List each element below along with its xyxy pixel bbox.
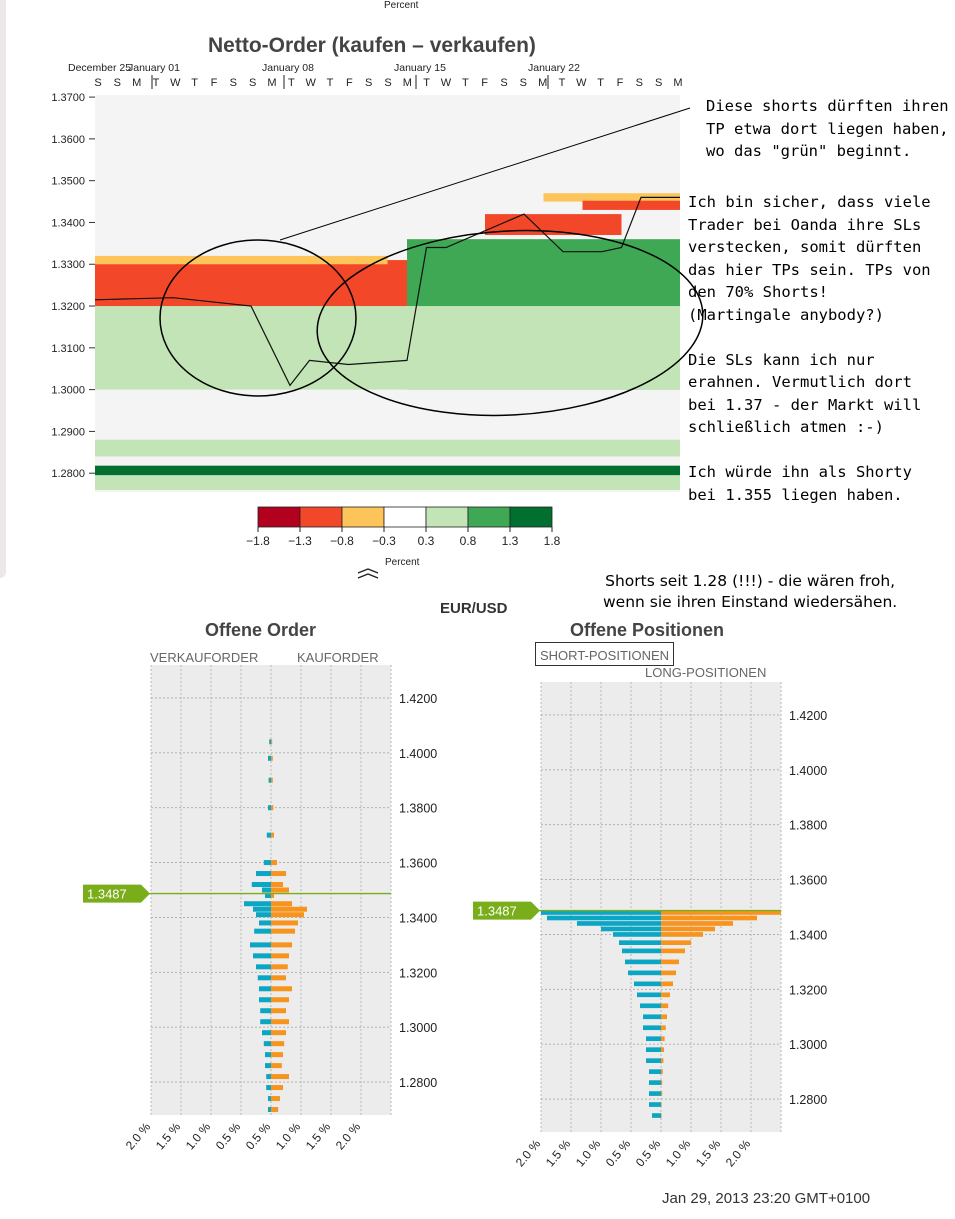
bar-verkauforder [268,805,271,810]
bar-kauforder [271,739,272,744]
legend-swatch [342,507,384,527]
bar-long-positionen [661,1003,668,1008]
heatmap-day-label: M [132,77,142,89]
bar-long-positionen [661,1025,666,1030]
bar-short-positionen [619,940,661,945]
heatmap-day-label: F [210,77,218,89]
bar-verkauforder [264,1041,271,1046]
bar-verkauforder [262,888,271,893]
heatmap-day-label: T [287,77,295,89]
bar-kauforder [271,871,286,876]
heatmap-month-label: December 25 [68,62,132,74]
y-tick-label: 1.3600 [789,873,828,888]
bar-short-positionen [649,1080,661,1085]
legend-tick-label: −1.8 [246,534,270,548]
bar-kauforder [271,1041,284,1046]
sell-orders-label: VERKAUFORDER [150,650,259,665]
heatmap-day-label: F [481,77,489,89]
x-tick-label: 1.5 % [542,1136,574,1170]
x-tick-label: 2.0 % [332,1119,364,1153]
positions-chart [465,660,865,1180]
bar-verkauforder [252,882,271,887]
bar-kauforder [271,1085,283,1090]
heatmap-day-label: S [635,77,644,89]
bar-short-positionen [649,1069,661,1074]
annotation-shorts-note: Shorts seit 1.28 (!!!) - die wären froh, wenn sie ihren Einstand wiedersähen. [603,572,898,611]
bar-kauforder [271,833,274,838]
bar-short-positionen [649,1102,661,1107]
bar-long-positionen [661,1113,662,1118]
heatmap-day-label: M [538,77,548,89]
bar-long-positionen [661,1047,664,1052]
heatmap-day-label: W [305,77,316,89]
heatmap-y-tick-label: 1.3500 [51,175,85,188]
bar-long-positionen [661,921,733,926]
x-tick-label: 1.5 % [692,1136,724,1170]
heatmap-y-tick-label: 1.3700 [51,92,85,105]
heatmap-y-tick-label: 1.3200 [51,301,85,314]
heatmap-month-label: January 22 [528,62,580,74]
bar-verkauforder [253,907,271,912]
heatmap-day-label: S [364,77,373,89]
x-tick-label: 2.0 % [722,1136,754,1170]
bar-long-positionen [661,916,757,921]
x-tick-label: 1.5 % [302,1119,334,1153]
heatmap-title: Netto-Order (kaufen – verkaufen) [208,34,536,57]
heatmap-day-label: F [616,77,624,89]
legend-tick-label: 0.3 [417,534,435,548]
legend-tick-label: −1.3 [288,534,312,548]
bar-long-positionen [661,1069,663,1074]
bar-verkauforder [266,1074,271,1079]
bar-short-positionen [577,921,661,926]
bar-kauforder [271,805,273,810]
heatmap-day-label: M [673,77,683,89]
short-positions-label: SHORT-POSITIONEN [535,642,674,666]
legend-tick-label: 0.8 [459,534,477,548]
legend-swatch [468,507,510,527]
x-tick-label: 1.5 % [152,1119,184,1153]
bar-verkauforder [265,1063,271,1068]
bar-kauforder [271,912,304,917]
bar-kauforder [271,778,273,783]
y-tick-label: 1.3200 [399,966,438,981]
bar-long-positionen [661,1102,662,1107]
heatmap-y-tick-label: 1.2800 [51,468,85,481]
heatmap-day-label: T [597,77,605,89]
heatmap-day-label: M [267,77,277,89]
bar-verkauforder [262,1030,271,1035]
heatmap-day-label: S [94,77,102,89]
legend-swatch [300,507,342,527]
bar-kauforder [271,997,289,1002]
bar-verkauforder [256,912,271,917]
y-tick-label: 1.4200 [789,708,828,723]
annotation-pointer-line [280,108,690,240]
bar-long-positionen [661,927,715,932]
heatmap-day-label: M [402,77,412,89]
pair-label: EUR/USD [440,600,508,617]
bar-short-positionen [622,949,661,954]
bar-short-positionen [643,1025,661,1030]
bar-verkauforder [266,1085,271,1090]
y-tick-label: 1.2800 [399,1076,438,1091]
bar-long-positionen [661,1014,667,1019]
bar-kauforder [271,942,292,947]
heatmap-y-tick-label: 1.2900 [51,426,85,439]
heatmap-y-tick-label: 1.3000 [51,384,85,397]
bar-verkauforder [250,942,271,947]
bar-kauforder [271,1096,280,1101]
legend-tick-label: 1.8 [543,534,561,548]
heatmap-month-label: January 08 [262,62,314,74]
heatmap-day-label: W [440,77,452,89]
bar-short-positionen [640,1003,661,1008]
bar-kauforder [271,888,289,893]
x-tick-label: 0.5 % [242,1119,274,1153]
y-tick-label: 1.3400 [789,928,828,943]
bar-long-positionen [661,1058,663,1063]
bar-kauforder [271,975,286,980]
heatmap-day-label: T [326,77,334,89]
heatmap-day-label: S [500,77,508,89]
heatmap-y-tick-label: 1.3600 [51,133,85,146]
top-caption: Percent [384,0,419,11]
bar-kauforder [271,1107,278,1112]
bar-long-positionen [661,932,703,937]
timestamp: Jan 29, 2013 23:20 GMT+0100 [662,1190,871,1207]
x-tick-label: 0.5 % [602,1136,634,1170]
bar-verkauforder [253,953,271,958]
bar-verkauforder [260,1019,271,1024]
bar-long-positionen [661,981,673,986]
bar-verkauforder [268,1107,271,1112]
legend-tick-label: −0.3 [372,534,396,548]
bar-long-positionen [661,1091,662,1096]
heatmap-day-label: W [170,77,181,89]
legend-swatch [384,507,426,527]
legend-tick-label: 1.3 [501,534,519,548]
legend-swatch [510,507,552,527]
annotation-sl-note: Ich bin sicher, dass viele Trader bei Oanda ihre SLs verstecken, somit dürften das hier TPs sein. TPs von den 70% Shorts! (Martingale anybody?) Die SLs kann ich nur erahnen. Vermutlich dort bei 1.37 - der Markt will schließlich atmen :-) Ich würde ihn als Shorty bei 1.355 liegen haben. [688,193,931,504]
bar-kauforder [271,920,298,925]
bar-kauforder [271,1052,283,1057]
bar-verkauforder [256,871,271,876]
heatmap-day-label: T [558,77,566,89]
bar-kauforder [271,964,288,969]
legend-swatch [426,507,468,527]
heatmap-y-tick-label: 1.3300 [51,259,85,272]
bar-verkauforder [244,901,271,906]
bar-short-positionen [643,1014,661,1019]
x-tick-label: 2.0 % [122,1119,154,1153]
bar-verkauforder [269,778,271,783]
bar-short-positionen [625,960,661,965]
x-tick-label: 1.0 % [182,1119,214,1153]
bar-verkauforder [267,833,271,838]
bar-short-positionen [613,932,661,937]
bar-verkauforder [256,964,271,969]
x-tick-label: 1.0 % [272,1119,304,1153]
heatmap-day-label: T [191,77,199,89]
bar-short-positionen [547,916,661,921]
bar-kauforder [271,1030,286,1035]
bar-long-positionen [661,992,670,997]
heatmap-day-label: S [229,77,238,89]
y-tick-label: 1.4000 [789,763,828,778]
y-tick-label: 1.3200 [789,983,828,998]
y-tick-label: 1.3600 [399,856,438,871]
orders-chart [70,660,470,1180]
heatmap-day-label: S [654,77,663,89]
heatmap-day-label: W [576,77,587,89]
y-tick-label: 1.3000 [399,1021,438,1036]
annotation-ellipses [0,0,955,500]
bar-kauforder [271,901,292,906]
legend-tick-label: −0.8 [330,534,354,548]
bar-short-positionen [646,1047,661,1052]
bar-verkauforder [268,1096,271,1101]
heatmap-month-label: January 01 [128,62,180,74]
bar-short-positionen [646,1036,661,1041]
legend-caption: Percent [385,557,420,568]
current-price-label: 1.3487 [87,886,127,902]
bar-long-positionen [661,1080,662,1085]
bar-long-positionen [661,949,685,954]
bar-kauforder [271,1074,289,1079]
bar-long-positionen [661,940,691,945]
x-tick-label: 1.0 % [662,1136,694,1170]
legend-swatch [258,507,300,527]
long-positions-label: LONG-POSITIONEN [645,665,767,680]
heatmap-day-label: S [248,77,257,89]
x-tick-label: 0.5 % [632,1136,664,1170]
bar-verkauforder [259,986,271,991]
bar-short-positionen [637,992,661,997]
bar-kauforder [271,1008,286,1013]
y-tick-label: 1.4200 [399,691,438,706]
heatmap-day-label: S [384,77,392,89]
bar-kauforder [271,756,273,761]
bar-kauforder [271,882,283,887]
bar-short-positionen [646,1058,661,1063]
bar-verkauforder [264,860,271,865]
heatmap-day-label: F [345,77,353,89]
annotation-tp-note: Diese shorts dürften ihren TP etwa dort liegen haben, wo das "grün" beginnt. [706,97,949,160]
heatmap-day-label: S [519,77,528,89]
bar-verkauforder [269,739,271,744]
heatmap-y-tick-label: 1.3100 [51,342,85,355]
bar-verkauforder [268,756,271,761]
orders-title: Offene Order [205,620,317,640]
heatmap-day-label: S [113,77,122,89]
x-tick-label: 2.0 % [512,1136,544,1170]
bar-short-positionen [649,1091,661,1096]
bar-verkauforder [254,929,271,934]
bar-kauforder [271,929,295,934]
bar-kauforder [271,907,307,912]
bar-verkauforder [259,997,271,1002]
y-tick-label: 1.2800 [789,1093,828,1108]
bar-long-positionen [661,971,676,976]
y-tick-label: 1.3800 [789,818,828,833]
positions-title: Offene Positionen [570,620,725,640]
bar-kauforder [271,860,277,865]
current-price-label: 1.3487 [477,903,517,919]
legend-arrow-icon [358,569,378,578]
x-tick-label: 1.0 % [572,1136,604,1170]
y-tick-label: 1.3400 [399,911,438,926]
heatmap-day-label: T [461,77,469,89]
x-tick-label: 0.5 % [212,1119,244,1153]
y-tick-label: 1.3800 [399,801,438,816]
bar-kauforder [271,1019,289,1024]
bar-long-positionen [661,960,679,965]
bar-kauforder [271,953,289,958]
y-tick-label: 1.4000 [399,746,438,761]
bar-short-positionen [601,927,661,932]
bar-verkauforder [258,975,271,980]
y-tick-label: 1.3000 [789,1038,828,1053]
bar-long-positionen [661,1036,665,1041]
bar-short-positionen [634,981,661,986]
heatmap-day-label: T [152,77,160,89]
bar-short-positionen [628,971,661,976]
annotation-ellipse-large [312,221,707,425]
heatmap-day-label: T [423,77,431,89]
heatmap-y-tick-label: 1.3400 [51,217,85,230]
bar-verkauforder [265,1052,271,1057]
bar-short-positionen [652,1113,661,1118]
bar-verkauforder [260,1008,271,1013]
bar-kauforder [271,1063,282,1068]
annotation-ellipse-small [160,240,356,396]
bar-kauforder [271,986,292,991]
buy-orders-label: KAUFORDER [297,650,379,665]
heatmap-month-label: January 15 [394,62,446,74]
bar-verkauforder [259,920,271,925]
